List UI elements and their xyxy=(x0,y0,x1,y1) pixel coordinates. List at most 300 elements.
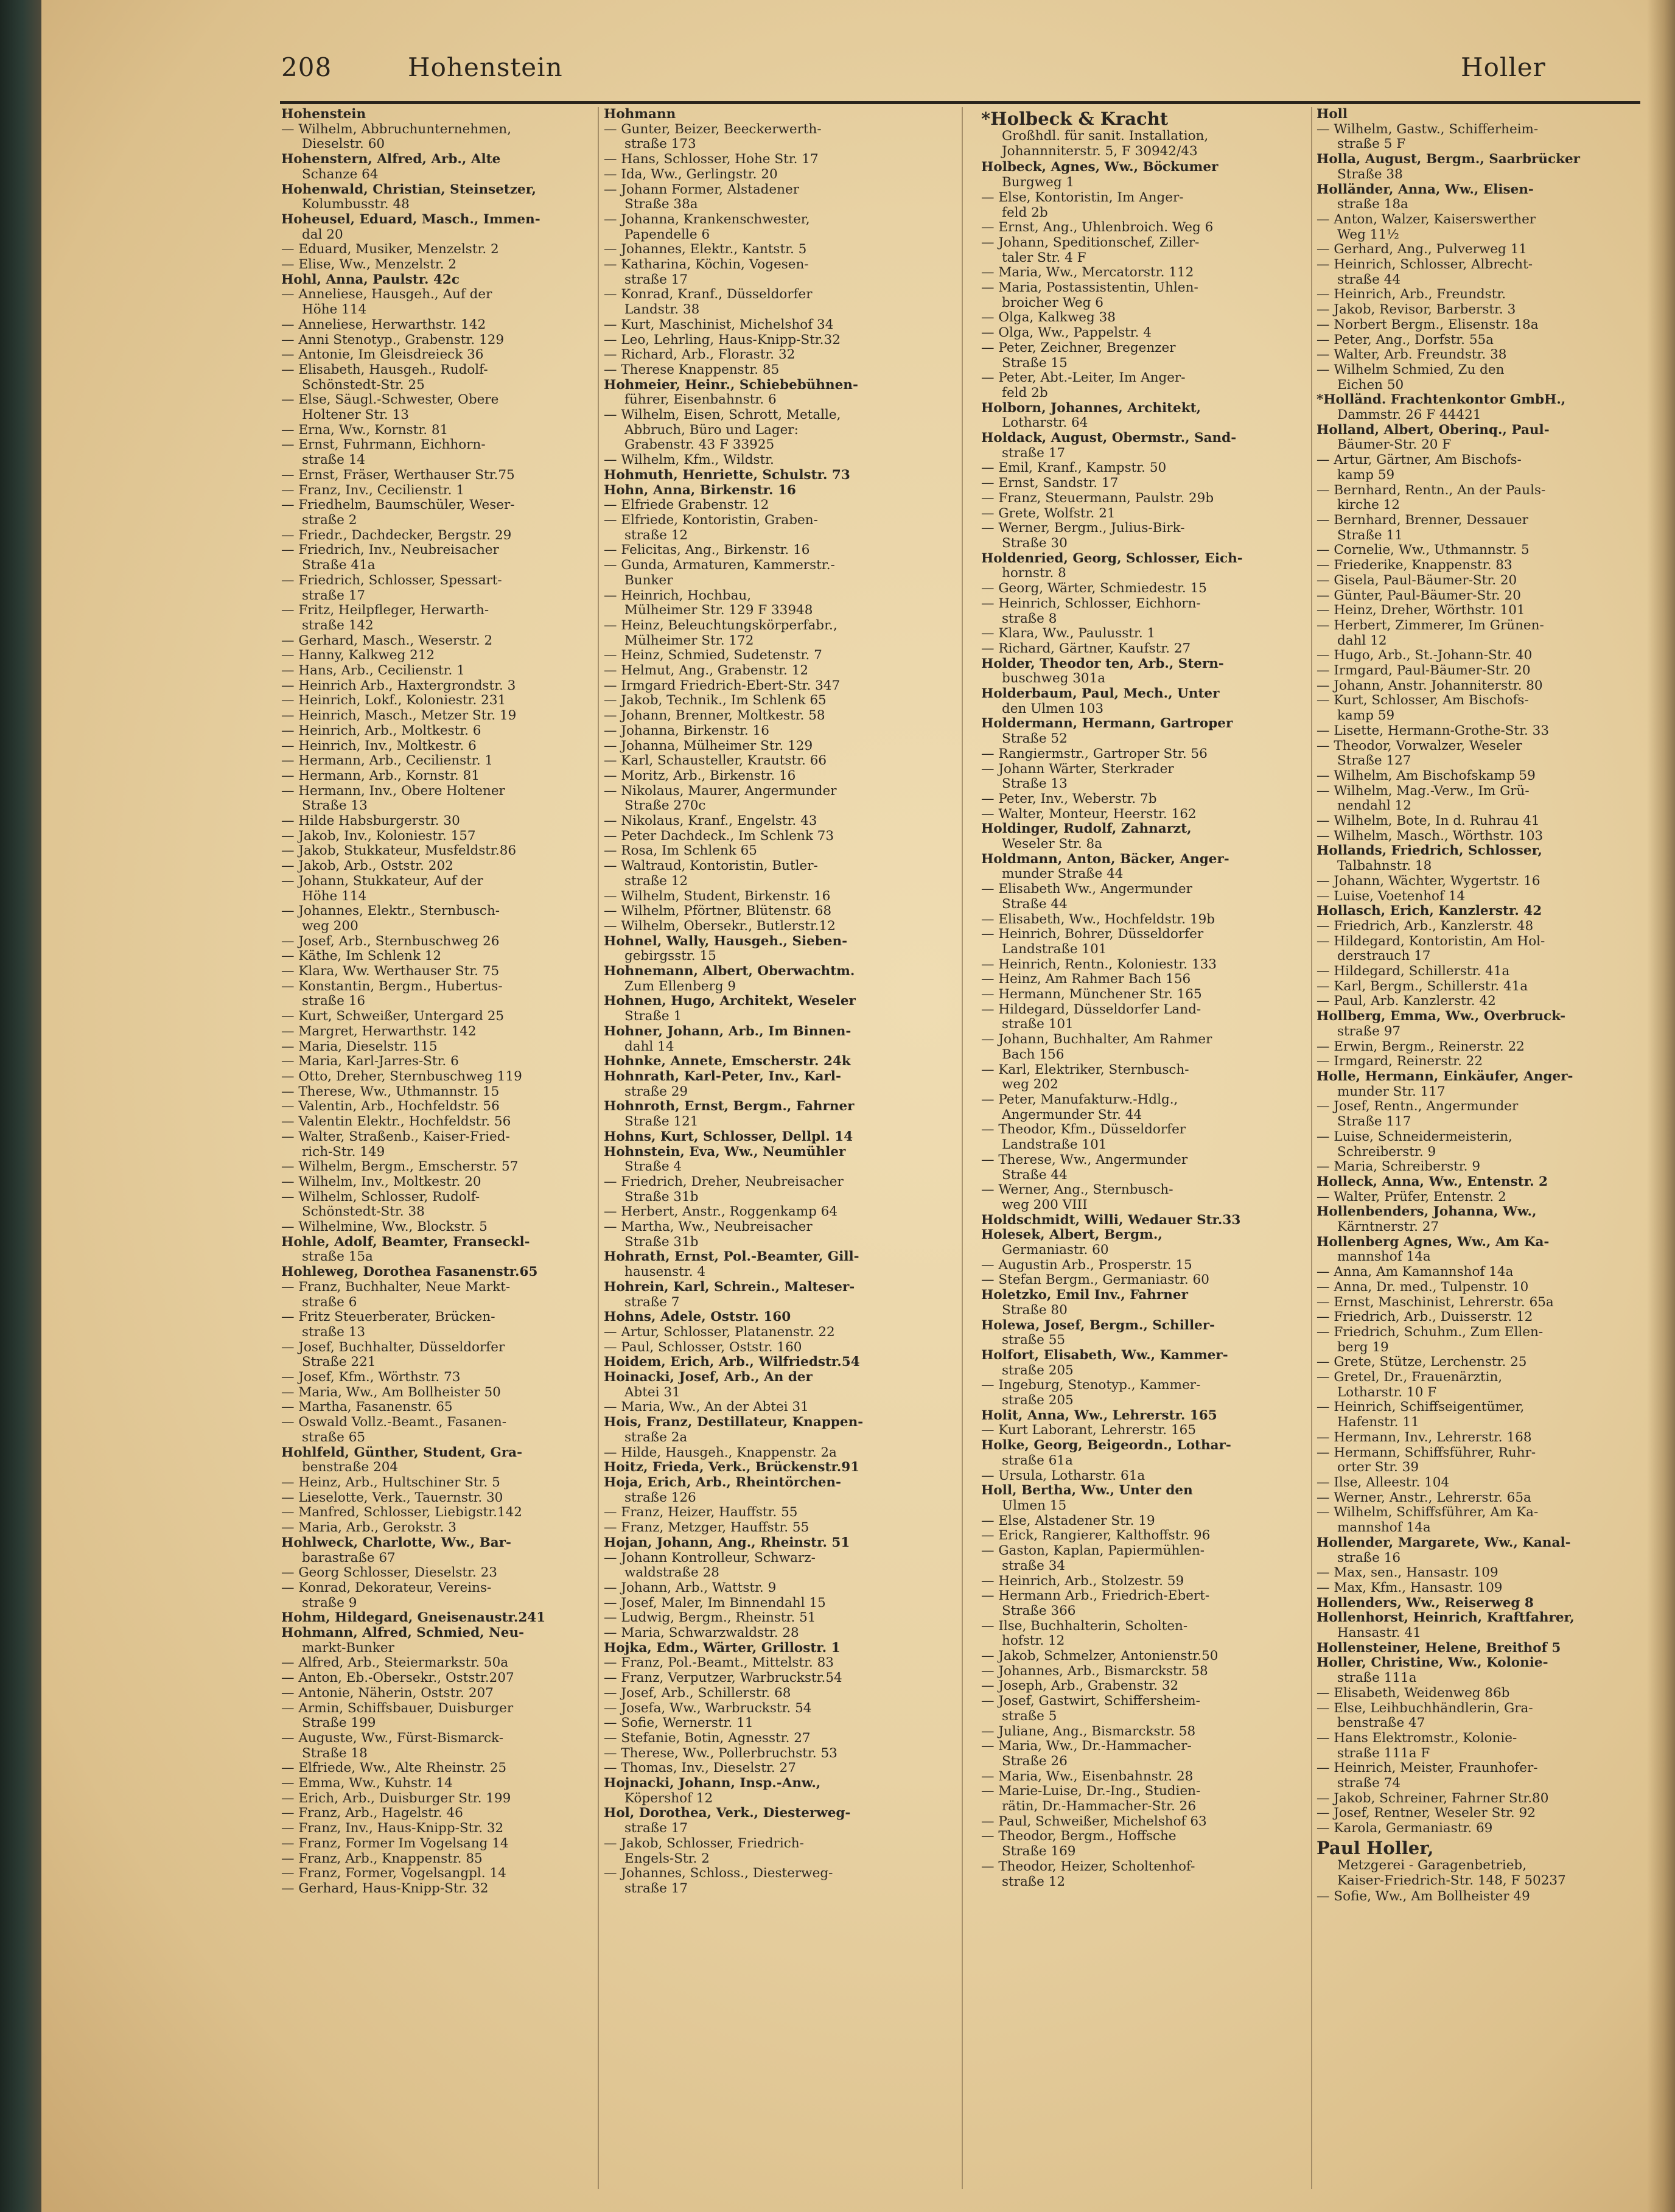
entry-continuation: Bunker xyxy=(624,573,673,588)
directory-entry: — Gisela, Paul-Bäumer-Str. 20 xyxy=(1317,573,1517,588)
directory-entry: — Therese, Ww., Uthmannstr. 15 xyxy=(281,1084,500,1099)
directory-entry: — Franz, Buchhalter, Neue Markt- xyxy=(281,1279,511,1295)
advertisement-paul-holler xyxy=(1317,1838,1645,1888)
entry-continuation: straße 17 xyxy=(1002,446,1066,461)
directory-entry: — Therese, Ww., Pollerbruchstr. 53 xyxy=(604,1746,838,1761)
directory-entry: — Therese Knappenstr. 85 xyxy=(604,362,780,377)
surname-entry: Hohl, Anna, Paulstr. 42c xyxy=(281,272,460,287)
directory-entry: — Heinz, Dreher, Wörthstr. 101 xyxy=(1317,603,1525,618)
directory-entry: — Jakob, Schreiner, Fahrner Str.80 xyxy=(1317,1791,1549,1806)
entry-continuation: straße 17 xyxy=(624,1821,688,1836)
directory-entry: — Josef, Maler, Im Binnendahl 15 xyxy=(604,1595,826,1611)
surname-entry: Hojan, Johann, Ang., Rheinstr. 51 xyxy=(604,1535,850,1550)
entry-continuation: weg 200 xyxy=(302,919,358,934)
entry-continuation: straße 7 xyxy=(624,1295,680,1310)
directory-entry: — Hermann, Inv., Obere Holtener xyxy=(281,783,505,799)
entry-continuation: kirche 12 xyxy=(1337,498,1400,513)
directory-entry: — Heinrich, Schiffseigentümer, xyxy=(1317,1400,1525,1415)
directory-entry: — Heinrich, Bohrer, Düsseldorfer xyxy=(981,927,1204,942)
entry-continuation: rich-Str. 149 xyxy=(302,1144,385,1160)
directory-entry: — Irmgard Friedrich-Ebert-Str. 347 xyxy=(604,678,841,693)
entry-continuation: weg 202 xyxy=(1002,1077,1058,1093)
directory-entry: — Gerhard, Ang., Pulverweg 11 xyxy=(1317,242,1527,257)
surname-entry: Hollenders, Ww., Reiserweg 8 xyxy=(1317,1595,1534,1611)
entry-continuation: Papendelle 6 xyxy=(624,227,710,242)
entry-continuation: straße 126 xyxy=(624,1490,696,1505)
directory-entry: — Friederike, Knappenstr. 83 xyxy=(1317,558,1512,573)
directory-entry: — Heinrich, Inv., Moltkestr. 6 xyxy=(281,738,477,754)
entry-continuation: Landstr. 38 xyxy=(624,303,700,318)
directory-entry: — Johann, Speditionschef, Ziller- xyxy=(981,235,1200,250)
directory-entry: — Werner, Anstr., Lehrerstr. 65a xyxy=(1317,1490,1531,1505)
directory-entry: — Armin, Schiffsbauer, Duisburger xyxy=(281,1701,514,1716)
directory-entry: — Wilhelm, Obersekr., Butlerstr.12 xyxy=(604,919,836,934)
entry-continuation: straße 8 xyxy=(1002,611,1057,626)
directory-entry: — Hilde Habsburgerstr. 30 xyxy=(281,814,460,829)
entry-continuation: feld 2b xyxy=(1002,385,1048,401)
entry-continuation: Angermunder Str. 44 xyxy=(1002,1107,1142,1122)
directory-entry: — Franz, Metzger, Hauffstr. 55 xyxy=(604,1521,810,1536)
directory-entry: — Rosa, Im Schlenk 65 xyxy=(604,844,757,859)
directory-entry: — Gerhard, Masch., Weserstr. 2 xyxy=(281,633,493,648)
directory-entry: — Heinrich, Schlosser, Albrecht- xyxy=(1317,257,1533,273)
directory-entry: — Grete, Wolfstr. 21 xyxy=(981,506,1116,521)
surname-entry: Hohenstein xyxy=(281,107,366,122)
entry-continuation: barastraße 67 xyxy=(302,1550,396,1566)
advertiser-detail: Metzgerei - Garagenbetrieb, xyxy=(1337,1857,1527,1873)
surname-entry: Hohnrath, Karl-Peter, Inv., Karl- xyxy=(604,1069,841,1084)
surname-entry: Holfort, Elisabeth, Ww., Kammer- xyxy=(981,1348,1228,1363)
advertisement-holbeck-kracht xyxy=(981,108,1306,159)
entry-continuation: Hafenstr. 11 xyxy=(1337,1415,1419,1430)
entry-continuation: Straße 31b xyxy=(624,1189,699,1205)
entry-continuation: straße 17 xyxy=(624,1881,688,1896)
surname-entry: Holit, Anna, Ww., Lehrerstr. 165 xyxy=(981,1408,1217,1423)
surname-entry: Hohnen, Hugo, Architekt, Weseler xyxy=(604,994,856,1009)
directory-entry: — Wilhelm, Bote, In d. Ruhrau 41 xyxy=(1317,814,1540,829)
directory-entry: — Margret, Herwarthstr. 142 xyxy=(281,1024,477,1039)
surname-entry: Hohrein, Karl, Schrein., Malteser- xyxy=(604,1279,855,1295)
entry-continuation: Talbahnstr. 18 xyxy=(1337,859,1432,874)
entry-continuation: hausenstr. 4 xyxy=(624,1265,706,1280)
surname-entry: Holbeck, Agnes, Ww., Böckumer xyxy=(981,160,1219,175)
surname-entry: Hois, Franz, Destillateur, Knappen- xyxy=(604,1415,864,1430)
directory-entry: — Hermann Arb., Friedrich-Ebert- xyxy=(981,1589,1210,1604)
entry-continuation: straße 5 xyxy=(1002,1709,1057,1724)
directory-entry: — Hans, Schlosser, Hohe Str. 17 xyxy=(604,152,819,167)
directory-entry: — Peter, Inv., Weberstr. 7b xyxy=(981,791,1157,807)
entry-continuation: markt-Bunker xyxy=(302,1640,394,1656)
entry-continuation: Abbruch, Büro und Lager: xyxy=(624,422,799,438)
entry-continuation: dahl 14 xyxy=(624,1039,674,1054)
entry-continuation: Landstraße 101 xyxy=(1002,1138,1107,1153)
directory-entry: — Ursula, Lotharstr. 61a xyxy=(981,1468,1145,1483)
entry-continuation: Straße 44 xyxy=(1002,1167,1068,1183)
directory-entry: — Peter, Ang., Dorfstr. 55a xyxy=(1317,332,1494,348)
directory-entry: — Karl, Schausteller, Krautstr. 66 xyxy=(604,754,827,769)
entry-continuation: straße 9 xyxy=(302,1595,357,1611)
directory-entry: — Erick, Rangierer, Kalthoffstr. 96 xyxy=(981,1528,1211,1544)
directory-column-1 xyxy=(281,107,613,2189)
directory-entry: — Auguste, Ww., Fürst-Bismarck- xyxy=(281,1731,503,1746)
directory-entry: — Elfriede, Kontoristin, Graben- xyxy=(604,513,818,528)
directory-entry: — Augustin Arb., Prosperstr. 15 xyxy=(981,1258,1192,1273)
directory-entry: — Georg Schlosser, Dieselstr. 23 xyxy=(281,1566,497,1581)
advertiser-name: Paul Holler, xyxy=(1317,1837,1434,1858)
directory-entry: — Anton, Walzer, Kaiserswerther xyxy=(1317,212,1536,227)
surname-entry: Holle, Hermann, Einkäufer, Anger- xyxy=(1317,1069,1573,1084)
entry-continuation: hofstr. 12 xyxy=(1002,1634,1065,1649)
surname-entry: Hohmeier, Heinr., Schiebebühnen- xyxy=(604,377,858,393)
entry-continuation: straße 55 xyxy=(1002,1333,1066,1348)
directory-entry: — Juliane, Ang., Bismarckstr. 58 xyxy=(981,1724,1196,1739)
directory-entry: — Gunda, Armaturen, Kammerstr.- xyxy=(604,558,835,573)
surname-entry: Hollasch, Erich, Kanzlerstr. 42 xyxy=(1317,904,1542,919)
surname-entry: Hohlweck, Charlotte, Ww., Bar- xyxy=(281,1535,511,1550)
entry-continuation: Weg 11½ xyxy=(1337,227,1399,242)
directory-entry: — Stefanie, Botin, Agnesstr. 27 xyxy=(604,1731,811,1746)
entry-continuation: Mülheimer Str. 172 xyxy=(624,633,754,648)
directory-entry: — Erwin, Bergm., Reinerstr. 22 xyxy=(1317,1039,1525,1054)
directory-entry: — Walter, Monteur, Heerstr. 162 xyxy=(981,807,1197,822)
directory-entry: — Maria, Arb., Gerokstr. 3 xyxy=(281,1521,456,1536)
directory-entry: — Friedrich, Arb., Kanzlerstr. 48 xyxy=(1317,919,1534,934)
directory-entry: — Martha, Fasanenstr. 65 xyxy=(281,1400,453,1415)
entry-continuation: Straße 15 xyxy=(1002,355,1068,371)
directory-entry: — Ida, Ww., Gerlingstr. 20 xyxy=(604,167,778,182)
directory-entry: — Martha, Ww., Neubreisacher xyxy=(604,1220,813,1235)
directory-entry: — Olga, Kalkweg 38 xyxy=(981,310,1116,326)
entry-continuation: Bäumer-Str. 20 F xyxy=(1337,438,1452,453)
directory-entry: — Wilhelm, Student, Birkenstr. 16 xyxy=(604,889,831,904)
directory-entry: — Hans, Arb., Cecilienstr. 1 xyxy=(281,663,465,679)
directory-entry: — Heinz, Arb., Hultschiner Str. 5 xyxy=(281,1475,500,1490)
surname-entry: Holderbaum, Paul, Mech., Unter xyxy=(981,687,1220,702)
entry-continuation: taler Str. 4 F xyxy=(1002,250,1086,265)
entry-continuation: kamp 59 xyxy=(1337,709,1395,724)
directory-entry: — Wilhelm, Abbruchunternehmen, xyxy=(281,122,511,137)
directory-entry: — Anna, Am Kamannshof 14a xyxy=(1317,1265,1514,1280)
directory-entry: — Paul, Schweißer, Michelshof 63 xyxy=(981,1814,1207,1829)
surname-entry: Hoidem, Erich, Arb., Wilfriedstr.54 xyxy=(604,1355,860,1370)
entry-continuation: straße 29 xyxy=(624,1084,688,1099)
entry-continuation: straße 205 xyxy=(1002,1393,1074,1409)
entry-continuation: Ulmen 15 xyxy=(1002,1498,1067,1513)
directory-entry: — Maria, Dieselstr. 115 xyxy=(281,1039,438,1054)
directory-entry: — Friedr., Dachdecker, Bergstr. 29 xyxy=(281,528,512,543)
directory-entry: — Jakob, Schmelzer, Antonienstr.50 xyxy=(981,1649,1219,1664)
directory-entry: — Felicitas, Ang., Birkenstr. 16 xyxy=(604,543,810,558)
surname-entry: Holl xyxy=(1317,107,1348,122)
directory-entry: — Heinrich, Arb., Moltkestr. 6 xyxy=(281,723,481,738)
entry-continuation: dal 20 xyxy=(302,227,343,242)
entry-continuation: straße 2a xyxy=(624,1430,688,1445)
entry-continuation: straße 111a xyxy=(1337,1671,1417,1686)
directory-entry: — Wilhelm, Schiffsführer, Am Ka- xyxy=(1317,1505,1539,1521)
surname-entry: Hollands, Friedrich, Schlosser, xyxy=(1317,844,1542,859)
surname-entry: Hohn, Anna, Birkenstr. 16 xyxy=(604,483,796,498)
directory-entry: — Hermann, Arb., Kornstr. 81 xyxy=(281,768,480,783)
directory-entry: — Walter, Prüfer, Entenstr. 2 xyxy=(1317,1189,1506,1205)
directory-entry: — Valentin Elektr., Hochfeldstr. 56 xyxy=(281,1115,511,1130)
directory-entry: — Theodor, Kfm., Düsseldorfer xyxy=(981,1122,1186,1138)
directory-entry: — Wilhelm, Inv., Moltkestr. 20 xyxy=(281,1174,481,1189)
entry-continuation: straße 74 xyxy=(1337,1776,1401,1791)
surname-entry: Hohnemann, Albert, Oberwachtm. xyxy=(604,964,855,979)
directory-entry: — Werner, Bergm., Julius-Birk- xyxy=(981,521,1185,536)
directory-entry: — Johann Former, Alstadener xyxy=(604,182,799,197)
surname-entry: Hol, Dorothea, Verk., Diesterweg- xyxy=(604,1806,851,1821)
entry-continuation: straße 12 xyxy=(624,528,688,543)
entry-continuation: nendahl 12 xyxy=(1337,799,1411,814)
entry-continuation: straße 16 xyxy=(1337,1550,1401,1566)
directory-entry: — Gaston, Kaplan, Papiermühlen- xyxy=(981,1544,1205,1559)
directory-entry: — Heinrich, Arb., Freundstr. xyxy=(1317,287,1506,303)
entry-continuation: Straße 366 xyxy=(1002,1603,1076,1619)
entry-continuation: straße 65 xyxy=(302,1430,366,1445)
directory-entry: — Maria, Ww., Mercatorstr. 112 xyxy=(981,265,1194,281)
surname-entry: Holdermann, Hermann, Gartroper xyxy=(981,716,1233,732)
surname-entry: Hoheusel, Eduard, Masch., Immen- xyxy=(281,212,540,227)
surname-entry: Hollensteiner, Helene, Breithof 5 xyxy=(1317,1640,1561,1656)
directory-entry: — Franz, Pol.-Beamt., Mittelstr. 83 xyxy=(604,1656,834,1671)
directory-entry: — Wilhelmine, Ww., Blockstr. 5 xyxy=(281,1220,488,1235)
entry-continuation: führer, Eisenbahnstr. 6 xyxy=(624,393,777,408)
entry-continuation: Straße 11 xyxy=(1337,528,1403,543)
book-spine xyxy=(0,0,41,2212)
entry-continuation: rätin, Dr.-Hammacher-Str. 26 xyxy=(1002,1799,1197,1815)
directory-entry: — Heinz, Beleuchtungskörperfabr., xyxy=(604,618,838,633)
directory-entry: — Wilhelm, Pförtner, Blütenstr. 68 xyxy=(604,904,832,919)
entry-continuation: straße 18a xyxy=(1337,197,1408,212)
directory-entry: — Johannes, Arb., Bismarckstr. 58 xyxy=(981,1664,1208,1679)
directory-entry: — Norbert Bergm., Elisenstr. 18a xyxy=(1317,317,1539,332)
directory-entry: — Franz, Arb., Knappenstr. 85 xyxy=(281,1851,483,1866)
directory-entry: — Anneliese, Herwarthstr. 142 xyxy=(281,317,486,332)
directory-entry: — Ilse, Buchhalterin, Scholten- xyxy=(981,1619,1188,1634)
directory-entry: — Konstantin, Bergm., Hubertus- xyxy=(281,979,503,994)
entry-continuation: benstraße 47 xyxy=(1337,1716,1425,1731)
entry-continuation: munder Str. 117 xyxy=(1337,1084,1446,1099)
directory-entry: — Kurt, Schlosser, Am Bischofs- xyxy=(1317,693,1529,709)
entry-continuation: straße 6 xyxy=(302,1295,357,1310)
page-number: 208 xyxy=(281,52,332,82)
surname-entry: Hohnstein, Eva, Ww., Neumühler xyxy=(604,1144,846,1160)
directory-entry: — Hildegard, Düsseldorfer Land- xyxy=(981,1002,1201,1017)
entry-continuation: Straße 127 xyxy=(1337,754,1411,769)
directory-entry: — Cornelie, Ww., Uthmannstr. 5 xyxy=(1317,543,1530,558)
directory-entry: — Hermann, Inv., Lehrerstr. 168 xyxy=(1317,1430,1532,1445)
directory-entry: — Marie-Luise, Dr.-Ing., Studien- xyxy=(981,1784,1201,1799)
entry-continuation: Abtei 31 xyxy=(624,1385,680,1400)
directory-entry: — Paul, Schlosser, Oststr. 160 xyxy=(604,1340,802,1355)
entry-continuation: Engels-Str. 2 xyxy=(624,1851,710,1866)
entry-continuation: straße 16 xyxy=(302,994,366,1009)
directory-entry: — Fritz Steuerberater, Brücken- xyxy=(281,1310,495,1325)
surname-entry: Holdschmidt, Willi, Wedauer Str.33 xyxy=(981,1213,1241,1228)
directory-entry: — Josefa, Ww., Warbruckstr. 54 xyxy=(604,1701,812,1716)
directory-entry: — Jakob, Technik., Im Schlenk 65 xyxy=(604,693,827,709)
directory-entry: — Hermann, Münchener Str. 165 xyxy=(981,987,1202,1003)
directory-entry: — Maria, Ww., An der Abtei 31 xyxy=(604,1400,809,1415)
entry-continuation: straße 97 xyxy=(1337,1024,1401,1039)
directory-entry: — Artur, Schlosser, Platanenstr. 22 xyxy=(604,1325,835,1340)
directory-entry: — Else, Leihbuchhändlerin, Gra- xyxy=(1317,1701,1533,1716)
entry-continuation: straße 13 xyxy=(302,1325,366,1340)
surname-entry: Holdack, August, Obermstr., Sand- xyxy=(981,431,1237,446)
directory-entry: — Wilhelm, Bergm., Emscherstr. 57 xyxy=(281,1160,519,1175)
entry-continuation: Burgweg 1 xyxy=(1002,175,1075,191)
entry-continuation: straße 44 xyxy=(1337,272,1401,287)
directory-entry: — Jakob, Stukkateur, Musfeldstr.86 xyxy=(281,844,517,859)
surname-entry: Hoinacki, Josef, Arb., An der xyxy=(604,1370,813,1385)
entry-continuation: waldstraße 28 xyxy=(624,1566,719,1581)
directory-entry: — Waltraud, Kontoristin, Butler- xyxy=(604,859,818,874)
directory-entry: — Elisabeth Ww., Angermunder xyxy=(981,882,1192,897)
directory-column-4 xyxy=(1317,107,1645,2189)
entry-continuation: straße 17 xyxy=(624,272,688,287)
directory-entry: — Günter, Paul-Bäumer-Str. 20 xyxy=(1317,588,1521,603)
entry-continuation: straße 205 xyxy=(1002,1363,1074,1378)
page-edge-shadow xyxy=(1647,0,1675,2212)
directory-entry: — Theodor, Vorwalzer, Weseler xyxy=(1317,738,1522,754)
directory-entry: — Jakob, Arb., Oststr. 202 xyxy=(281,859,453,874)
directory-entry: — Wilhelm, Mag.-Verw., Im Grü- xyxy=(1317,783,1530,799)
directory-entry: — Josef, Buchhalter, Düsseldorfer xyxy=(281,1340,505,1355)
directory-entry: — Leo, Lehrling, Haus-Knipp-Str.32 xyxy=(604,332,841,348)
entry-continuation: Straße 4 xyxy=(624,1160,682,1175)
directory-entry: — Wilhelm, Schlosser, Rudolf- xyxy=(281,1189,480,1205)
entry-continuation: berg 19 xyxy=(1337,1340,1389,1355)
directory-entry: — Herbert, Anstr., Roggenkamp 64 xyxy=(604,1205,838,1220)
directory-entry: — Antonie, Näherin, Oststr. 207 xyxy=(281,1685,494,1701)
entry-continuation: gebirgsstr. 15 xyxy=(624,949,716,964)
advertiser-detail: Kaiser-Friedrich-Str. 148, F 50237 xyxy=(1337,1872,1566,1888)
directory-entry: — Käthe, Im Schlenk 12 xyxy=(281,949,442,964)
directory-entry: — Johann Kontrolleur, Schwarz- xyxy=(604,1550,816,1566)
directory-entry: — Eduard, Musiker, Menzelstr. 2 xyxy=(281,242,499,257)
directory-entry: — Hermann, Arb., Cecilienstr. 1 xyxy=(281,754,494,769)
directory-entry: — Anneliese, Hausgeh., Auf der xyxy=(281,287,492,303)
directory-entry: — Elisabeth, Hausgeh., Rudolf- xyxy=(281,362,488,377)
surname-entry: Hohenstern, Alfred, Arb., Alte xyxy=(281,152,501,167)
directory-entry: — Elfriede Grabenstr. 12 xyxy=(604,498,769,513)
directory-entry: — Johann, Stukkateur, Auf der xyxy=(281,873,483,889)
entry-continuation: feld 2b xyxy=(1002,205,1048,220)
directory-entry: — Kurt, Maschinist, Michelshof 34 xyxy=(604,317,834,332)
directory-entry: — Nikolaus, Kranf., Engelstr. 43 xyxy=(604,814,817,829)
directory-entry: — Richard, Arb., Florastr. 32 xyxy=(604,348,796,363)
directory-entry: — Else, Säugl.-Schwester, Obere xyxy=(281,393,499,408)
entry-continuation: Zum Ellenberg 9 xyxy=(624,979,736,994)
entry-continuation: den Ulmen 103 xyxy=(1002,701,1103,716)
directory-entry: — Heinrich, Meister, Fraunhofer- xyxy=(1317,1761,1538,1776)
directory-entry: — Karola, Germaniastr. 69 xyxy=(1317,1821,1493,1836)
entry-continuation: straße 111a F xyxy=(1337,1746,1430,1761)
directory-entry: — Kurt Laborant, Lehrerstr. 165 xyxy=(981,1423,1196,1438)
directory-entry: — Anna, Dr. med., Tulpenstr. 10 xyxy=(1317,1279,1529,1295)
surname-entry: Hohrath, Ernst, Pol.-Beamter, Gill- xyxy=(604,1250,859,1265)
surname-entry: Holdenried, Georg, Schlosser, Eich- xyxy=(981,551,1243,566)
directory-entry: — Emma, Ww., Kuhstr. 14 xyxy=(281,1776,453,1791)
directory-entry: — Heinrich, Lokf., Koloniestr. 231 xyxy=(281,693,506,709)
directory-entry: — Johannes, Schloss., Diesterweg- xyxy=(604,1866,833,1881)
directory-entry: — Anni Stenotyp., Grabenstr. 129 xyxy=(281,332,505,348)
entry-continuation: kamp 59 xyxy=(1337,467,1395,483)
entry-continuation: Straße 199 xyxy=(302,1716,376,1731)
directory-entry: — Hildegard, Kontoristin, Am Hol- xyxy=(1317,934,1545,949)
directory-entry: — Konrad, Kranf., Düsseldorfer xyxy=(604,287,813,303)
directory-entry: — Gerhard, Haus-Knipp-Str. 32 xyxy=(281,1881,489,1896)
directory-entry: — Wilhelm, Eisen, Schrott, Metalle, xyxy=(604,408,841,423)
directory-entry: — Walter, Arb. Freundstr. 38 xyxy=(1317,348,1507,363)
directory-entry: — Elisabeth, Weidenweg 86b xyxy=(1317,1685,1510,1701)
directory-entry: — Maria, Karl-Jarres-Str. 6 xyxy=(281,1054,459,1069)
entry-continuation: Höhe 114 xyxy=(302,303,367,318)
directory-entry: — Johannes, Elektr., Kantstr. 5 xyxy=(604,242,807,257)
entry-continuation: broicher Weg 6 xyxy=(1002,295,1103,310)
directory-entry: — Irmgard, Reinerstr. 22 xyxy=(1317,1054,1483,1069)
directory-entry: — Therese, Ww., Angermunder xyxy=(981,1152,1188,1167)
surname-entry: Hoja, Erich, Arb., Rheintörchen- xyxy=(604,1475,841,1490)
directory-entry: — Emil, Kranf., Kampstr. 50 xyxy=(981,461,1167,476)
directory-entry: — Elfriede, Ww., Alte Rheinstr. 25 xyxy=(281,1761,507,1776)
entry-continuation: straße 15a xyxy=(302,1250,373,1265)
directory-entry: — Jakob, Schlosser, Friedrich- xyxy=(604,1836,804,1851)
directory-entry: — Ilse, Alleestr. 104 xyxy=(1317,1475,1450,1490)
directory-entry: — Hermann, Schiffsführer, Ruhr- xyxy=(1317,1445,1536,1460)
entry-continuation: Schönstedt-Str. 38 xyxy=(302,1205,425,1220)
entry-continuation: Straße 44 xyxy=(1002,897,1068,912)
directory-entry: — Hans Elektromstr., Kolonie- xyxy=(1317,1731,1517,1746)
advertiser-name: *Holbeck & Kracht xyxy=(981,108,1169,129)
directory-entry: — Johannes, Elektr., Sternbusch- xyxy=(281,904,500,919)
directory-entry: — Heinz, Schmied, Sudetenstr. 7 xyxy=(604,648,822,663)
directory-entry: — Josef, Kfm., Wörthstr. 73 xyxy=(281,1370,461,1385)
entry-continuation: derstrauch 17 xyxy=(1337,949,1431,964)
directory-entry: — Maria, Ww., Dr.-Hammacher- xyxy=(981,1739,1192,1754)
directory-entry: — Ernst, Maschinist, Lehrerstr. 65a xyxy=(1317,1295,1554,1310)
directory-entry: — Maria, Ww., Am Bollheister 50 xyxy=(281,1385,501,1400)
running-head-last-surname: Holler xyxy=(1461,52,1546,82)
directory-entry: — Klara, Ww., Paulusstr. 1 xyxy=(981,626,1156,642)
entry-continuation: straße 17 xyxy=(302,588,366,603)
entry-continuation: Straße 18 xyxy=(302,1746,368,1761)
directory-entry: — Joseph, Arb., Grabenstr. 32 xyxy=(981,1679,1179,1694)
directory-entry: — Ernst, Sandstr. 17 xyxy=(981,476,1119,491)
directory-column-3 xyxy=(981,107,1306,2189)
entry-continuation: straße 2 xyxy=(302,513,357,528)
surname-entry: Hojka, Edm., Wärter, Grillostr. 1 xyxy=(604,1640,841,1656)
surname-entry: Hoitz, Frieda, Verk., Brückenstr.91 xyxy=(604,1460,860,1475)
directory-entry: — Johann, Arb., Wattstr. 9 xyxy=(604,1580,777,1595)
directory-entry: — Werner, Ang., Sternbusch- xyxy=(981,1183,1173,1198)
entry-continuation: Straße 26 xyxy=(1002,1754,1068,1769)
entry-continuation: hornstr. 8 xyxy=(1002,566,1066,581)
entry-continuation: straße 12 xyxy=(624,873,688,889)
surname-entry: Hohleweg, Dorothea Fasanenstr.65 xyxy=(281,1265,538,1280)
directory-entry: — Franz, Inv., Cecilienstr. 1 xyxy=(281,483,464,498)
entry-continuation: Lotharstr. 64 xyxy=(1002,416,1088,431)
directory-entry: — Ernst, Fuhrmann, Eichhorn- xyxy=(281,438,486,453)
entry-continuation: Straße 1 xyxy=(624,1009,682,1024)
directory-entry: — Gunter, Beizer, Beeckerwerth- xyxy=(604,122,822,137)
directory-entry: — Olga, Ww., Pappelstr. 4 xyxy=(981,326,1152,341)
directory-entry: — Josef, Rentner, Weseler Str. 92 xyxy=(1317,1806,1536,1821)
directory-entry: — Peter, Abt.-Leiter, Im Anger- xyxy=(981,371,1186,386)
directory-entry: — Lisette, Hermann-Grothe-Str. 33 xyxy=(1317,723,1550,738)
entry-continuation: Lotharstr. 10 F xyxy=(1337,1385,1437,1400)
